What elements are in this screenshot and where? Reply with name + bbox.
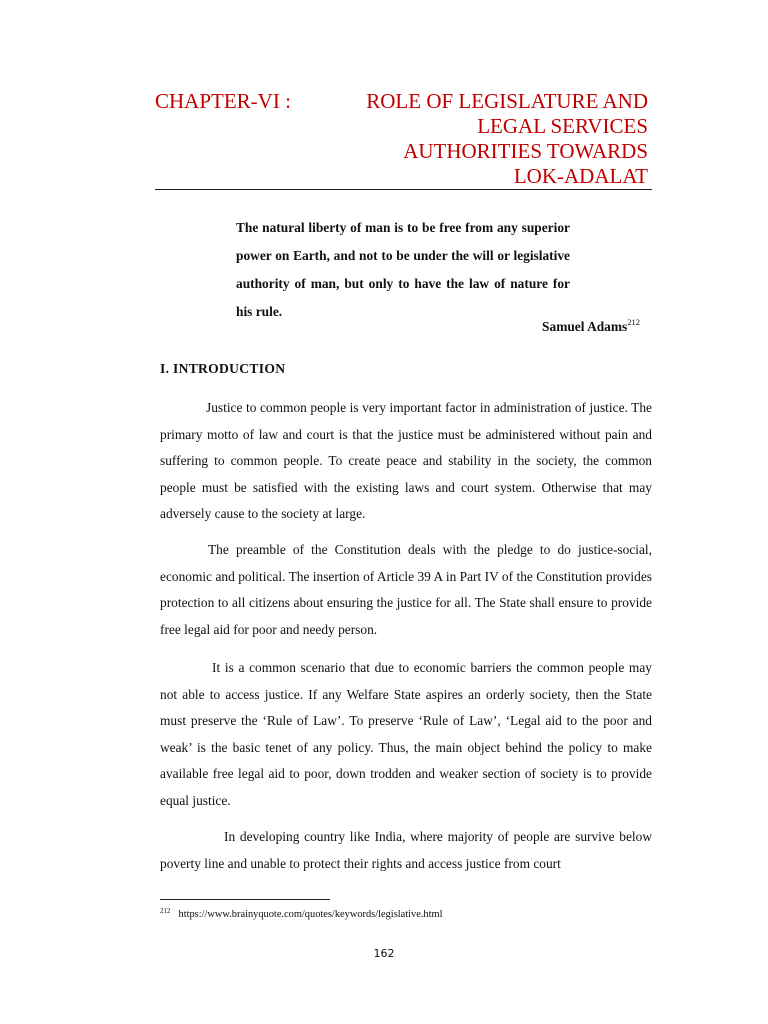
paragraph-2: The preamble of the Constitution deals with the pledge to do justice-social, economic and political. The insertion of Article 39 A in Part IV of the Constitution provides protection to all citizens about ensuring the justice for all. The State shall ensure to provide free legal aid for poor and needy person. [160,542,652,637]
chapter-label: CHAPTER-VI : [155,89,291,113]
paragraph-1: Justice to common people is very important factor in administration of justice. The primary motto of law and court is that the justice must be administered without pain and suffering to common people. To create peace and stability in the society, the common people must be satisfied with the existing laws and court system. Otherwise that may adversely cause to the society at large. [160,400,652,521]
author-name: Samuel Adams [542,319,628,334]
paragraph-4: In developing country like India, where majority of people are survive below poverty line and unable to protect their rights and access justice from court [160,829,652,871]
chapter-title-line-3: AUTHORITIES TOWARDS [403,139,648,163]
page-number: 162 [373,947,395,960]
paragraph-3: It is a common scenario that due to economic barriers the common people may not able to access justice. If any Welfare State aspires an orderly society, then the State must preserve the ‘Rule of Law’. To preserve ‘Rule of Law’, ‘Legal aid to the poor and weak’ is the basic tenet of any policy. Thus, the main object behind the policy to make available free legal aid to poor, down trodden and weaker section of society is to provide equal justice. [160,660,652,808]
chapter-title-line-4: LOK-ADALAT [513,164,648,188]
chapter-heading [0,0,768,200]
chapter-title-line-2: LEGAL SERVICES [477,114,648,138]
section-heading: I. INTRODUCTION [160,361,286,376]
epigraph-quote: The natural liberty of man is to be free from any superior power on Earth, and not to be under the will or legislative authority of man, but only to have the law of nature for his rule. [236,220,570,319]
footnote-link[interactable]: https://www.brainyquote.com/quotes/keywords/legislative.html [178,909,443,920]
footnote [160,907,442,920]
chapter-title-line-1: ROLE OF LEGISLATURE AND [366,89,648,113]
heading-divider [155,189,652,190]
epigraph-author [542,317,640,335]
footnote-divider [160,899,330,900]
footnote-number: 212 [160,907,171,915]
footnote-reference: 212 [627,317,640,327]
